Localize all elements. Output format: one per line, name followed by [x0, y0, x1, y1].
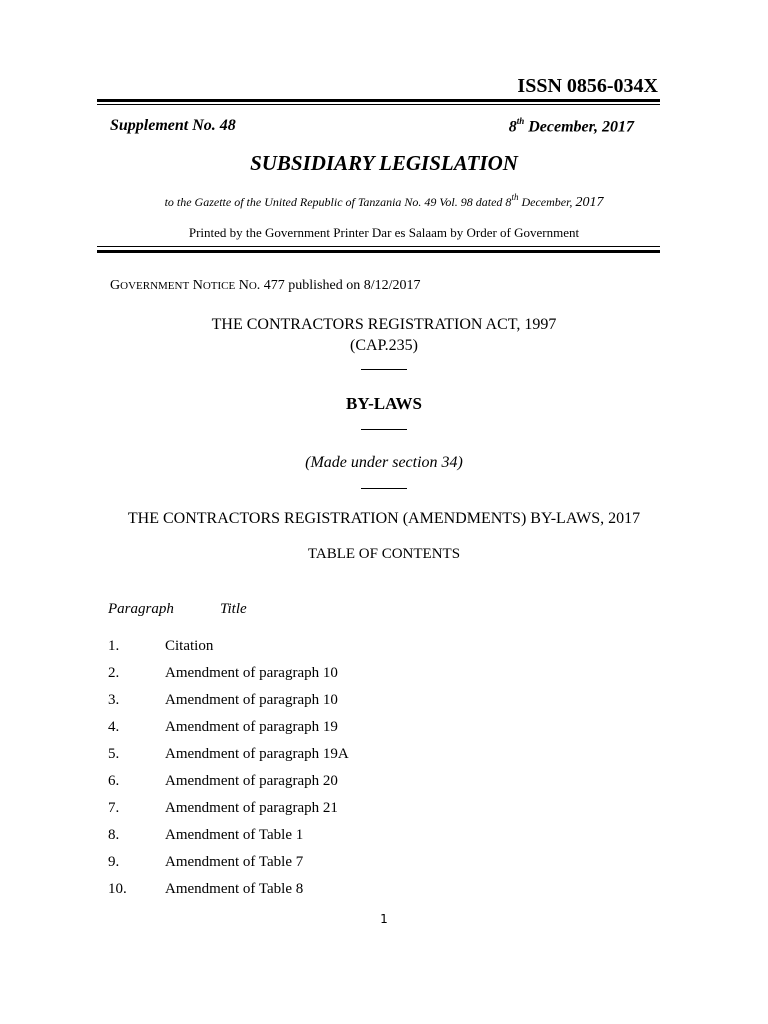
- made-under-section: (Made under section 34): [305, 454, 463, 471]
- toc-item-number: 10.: [108, 881, 127, 897]
- subsidiary-legislation-title: SUBSIDIARY LEGISLATION: [250, 151, 518, 175]
- header-rule-thin: [97, 104, 660, 105]
- act-chapter: (CAP.235): [349, 337, 418, 354]
- toc-item: [108, 717, 349, 744]
- act-title: THE CONTRACTORS REGISTRATION ACT, 1997: [211, 316, 557, 333]
- toc-item-number: 3.: [108, 692, 120, 708]
- table-of-contents-heading: TABLE OF CONTENTS: [307, 546, 461, 562]
- bylaws-heading: BY-LAWS: [346, 394, 422, 413]
- toc-item-title: Amendment of paragraph 19: [165, 719, 338, 735]
- toc-column-title: Title: [220, 601, 247, 617]
- gazette-reference: to the Gazette of the United Republic of Tanzania No. 49 Vol. 98 dated 8th December, 2017: [164, 192, 604, 210]
- toc-item: [108, 663, 349, 690]
- toc-item-number: 6.: [108, 773, 120, 789]
- header-rule-thick: [97, 99, 660, 102]
- toc-item: [108, 852, 349, 879]
- toc-item: [108, 798, 349, 825]
- toc-item-number: 7.: [108, 800, 120, 816]
- toc-item-title: Amendment of paragraph 21: [165, 800, 338, 816]
- toc-item: [108, 825, 349, 852]
- toc-item-title: Amendment of paragraph 10: [165, 692, 338, 708]
- issn-number: ISSN 0856-034X: [517, 75, 658, 97]
- divider-rule: [361, 488, 407, 489]
- subheader-rule-thick: [97, 250, 660, 253]
- toc-item: [108, 690, 349, 717]
- toc-item: [108, 879, 349, 906]
- divider-rule: [361, 369, 407, 370]
- toc-item-title: Amendment of Table 8: [165, 881, 304, 897]
- publication-date: 8th December, 2017: [508, 116, 634, 136]
- page-number: 1: [380, 912, 388, 926]
- toc-item-number: 2.: [108, 665, 120, 681]
- toc-column-paragraph: Paragraph: [108, 601, 174, 617]
- toc-item-title: Amendment of paragraph 10: [165, 665, 338, 681]
- toc-item-title: Amendment of Table 1: [165, 827, 304, 843]
- toc-item: [108, 744, 349, 771]
- toc-item-title: Citation: [165, 638, 214, 654]
- toc-item-number: 1.: [108, 638, 120, 654]
- toc-item-number: 9.: [108, 854, 120, 870]
- toc-item-number: 4.: [108, 719, 120, 735]
- divider-rule: [361, 429, 407, 430]
- bylaws-citation-title: THE CONTRACTORS REGISTRATION (AMENDMENTS) BY-LAWS, 2017: [127, 510, 641, 527]
- printer-statement: Printed by the Government Printer Dar es Salaam by Order of Government: [188, 225, 580, 240]
- supplement-number: Supplement No. 48: [110, 117, 236, 134]
- toc-item-number: 5.: [108, 746, 120, 762]
- toc-item: [108, 771, 349, 798]
- toc-item-title: Amendment of paragraph 20: [165, 773, 338, 789]
- toc-item-title: Amendment of Table 7: [165, 854, 304, 870]
- subheader-rule-thin: [97, 246, 660, 247]
- toc-item-title: Amendment of paragraph 19A: [165, 746, 349, 762]
- government-notice: GOVERNMENT NOTICE NO. 477 published on 8/12/2017: [110, 278, 421, 293]
- toc-list: [108, 636, 349, 906]
- toc-item: [108, 636, 349, 663]
- toc-item-number: 8.: [108, 827, 120, 843]
